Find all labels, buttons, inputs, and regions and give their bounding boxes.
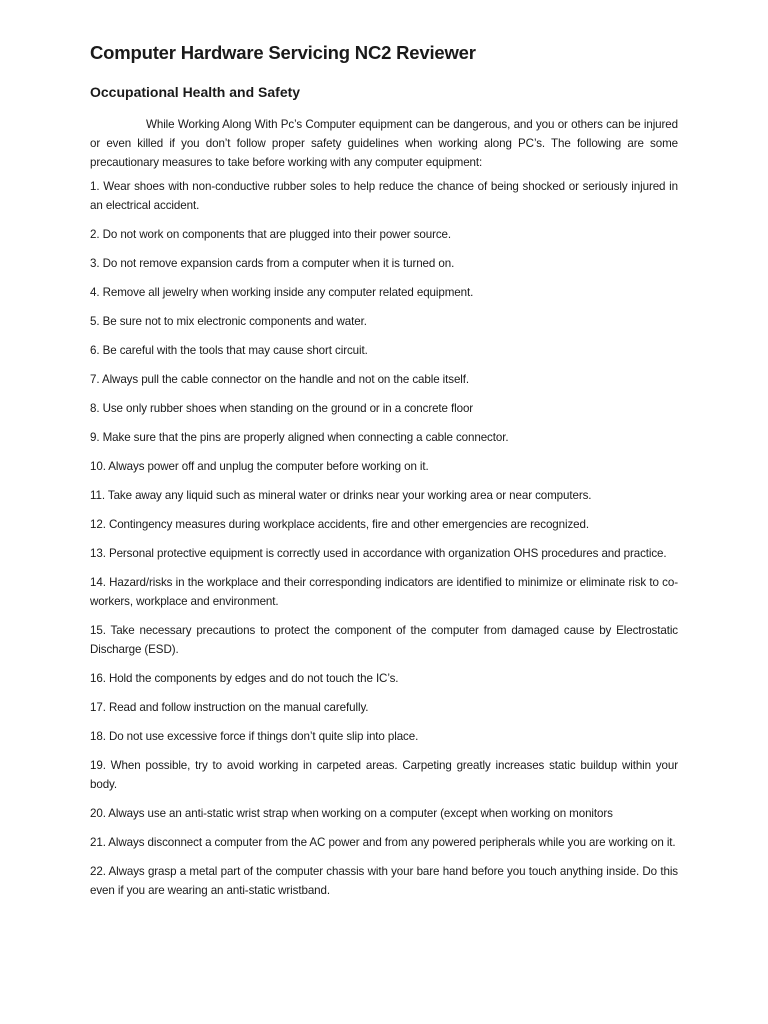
list-item: 3. Do not remove expansion cards from a computer when it is turned on. bbox=[90, 257, 455, 270]
list-item: 6. Be careful with the tools that may cause short circuit. bbox=[90, 344, 368, 357]
list-item: 15. Take necessary precautions to protect the component of the computer from damaged cause by Electrostatic Discharge (ESD). bbox=[90, 624, 678, 656]
list-item: 21. Always disconnect a computer from the AC power and from any powered peripherals while you are working on it. bbox=[90, 836, 676, 849]
list-item: 14. Hazard/risks in the workplace and their corresponding indicators are identified to minimize or eliminate risk to co-workers, workplace and environment. bbox=[90, 576, 678, 608]
list-item: 18. Do not use excessive force if things don’t quite slip into place. bbox=[90, 730, 419, 743]
list-item: 16. Hold the components by edges and do not touch the IC’s. bbox=[90, 672, 399, 685]
section-title: Occupational Health and Safety bbox=[90, 84, 301, 100]
document-title: Computer Hardware Servicing NC2 Reviewer bbox=[90, 42, 476, 63]
list-item: 5. Be sure not to mix electronic components and water. bbox=[90, 315, 367, 328]
list-item: 9. Make sure that the pins are properly aligned when connecting a cable connector. bbox=[90, 431, 509, 444]
intro-paragraph: While Working Along With Pc’s Computer equipment can be dangerous, and you or others can be injured or even killed if you don’t follow proper safety guidelines when working along PC’s. The following are some precautionary measures to take before working with any computer equipment: bbox=[90, 118, 678, 169]
list-item: 20. Always use an anti-static wrist strap when working on a computer (except when working on monitors bbox=[90, 807, 613, 820]
list-item: 19. When possible, try to avoid working in carpeted areas. Carpeting greatly increases static buildup within your body. bbox=[90, 759, 678, 791]
list-item: 2. Do not work on components that are plugged into their power source. bbox=[90, 228, 451, 241]
precaution-list bbox=[90, 177, 678, 900]
list-item: 12. Contingency measures during workplace accidents, fire and other emergencies are recognized. bbox=[90, 518, 589, 531]
list-item: 7. Always pull the cable connector on the handle and not on the cable itself. bbox=[90, 373, 470, 386]
list-item: 11. Take away any liquid such as mineral water or drinks near your working area or near computers. bbox=[90, 489, 592, 502]
list-item: 13. Personal protective equipment is correctly used in accordance with organization OHS procedures and practice. bbox=[90, 547, 667, 560]
document-page bbox=[90, 38, 678, 910]
list-item: 17. Read and follow instruction on the manual carefully. bbox=[90, 701, 369, 714]
list-item: 22. Always grasp a metal part of the computer chassis with your bare hand before you touch anything inside. Do this even if you are wearing an anti-static wristband. bbox=[90, 865, 678, 897]
list-item: 1. Wear shoes with non-conductive rubber soles to help reduce the chance of being shocked or seriously injured in an electrical accident. bbox=[90, 180, 678, 212]
list-item: 10. Always power off and unplug the computer before working on it. bbox=[90, 460, 429, 473]
list-item: 4. Remove all jewelry when working inside any computer related equipment. bbox=[90, 286, 474, 299]
list-item: 8. Use only rubber shoes when standing on the ground or in a concrete floor bbox=[90, 402, 474, 415]
